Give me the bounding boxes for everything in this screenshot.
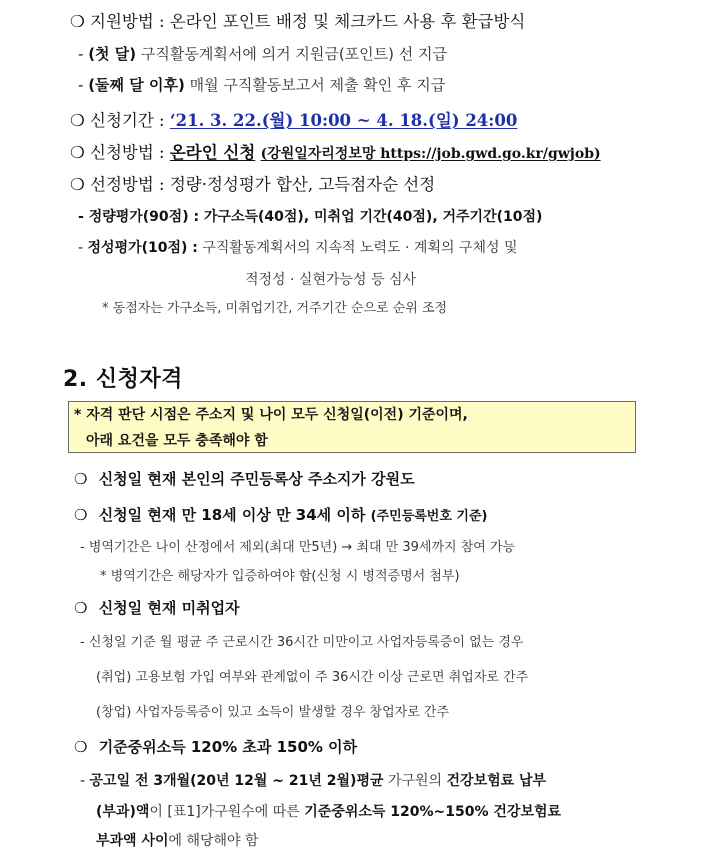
income-mid-3: 에 해당해야 함 [168, 833, 259, 849]
circle-bullet-icon: ❍ [70, 175, 85, 194]
qual-eval-cont: 적정성 · 실현가능성 등 심사 [245, 272, 417, 288]
dash-bullet: - [80, 540, 85, 555]
quant-eval-line [78, 210, 542, 224]
income-premium-1: 건강보험료 납부 [446, 773, 547, 789]
income-line-3 [96, 834, 259, 848]
online-apply-text: 온라인 신청 [169, 143, 256, 162]
first-month-text: 구직활동계획서에 의거 지원금(포인트) 선 지급 [140, 45, 447, 63]
note-line-2: 아래 요건을 모두 충족해야 함 [86, 433, 268, 449]
criterion-unemployed-text: 신청일 현재 미취업자 [98, 599, 240, 617]
circle-bullet-icon: ❍ [74, 599, 88, 617]
income-premium-2: (부과)액 [96, 804, 150, 820]
selection-line [70, 177, 435, 194]
dash-bullet: - [78, 76, 84, 94]
first-month-line [78, 47, 447, 62]
qual-eval-line [78, 241, 518, 255]
startup-def: (창업) 사업자등록증이 있고 소득이 발생할 경우 창업자로 간주 [96, 705, 450, 720]
selection-text: 선정방법 : 정량·정성평가 합산, 고득점자순 선정 [90, 175, 436, 194]
tie-note: * 동점자는 가구소득, 미취업기간, 거주기간 순으로 순위 조정 [102, 301, 448, 316]
dash-bullet: - [78, 45, 84, 63]
apply-site-link[interactable]: (강원일자리정보망 https://job.gwd.go.kr/gwjob) [260, 146, 601, 162]
criterion-unemployed [74, 601, 240, 616]
income-line-2 [96, 805, 561, 819]
second-month-line [78, 78, 445, 93]
qual-eval-text: 구직활동계획서의 지속적 노력도 · 계획의 구체성 및 [202, 240, 518, 256]
income-mid-1: 가구원의 [387, 773, 443, 789]
period-label: 신청기간 : [90, 111, 165, 130]
section-heading: 2. 신청자격 [63, 367, 183, 392]
note-line-1: * 자격 판단 시점은 주소지 및 나이 모두 신청일(이전) 기준이며, [74, 407, 468, 423]
military-line [80, 541, 515, 554]
quant-eval-text: 정량평가(90점) : 가구소득(40점), 미취업 기간(40점), 거주기간(10점) [88, 209, 543, 225]
criterion-age-text: 신청일 현재 만 18세 이상 만 34세 이하 [98, 506, 366, 524]
dash-bullet: - [78, 209, 84, 225]
criterion-address [74, 472, 415, 487]
circle-bullet-icon: ❍ [70, 111, 85, 130]
apply-method-line [70, 145, 601, 162]
income-mid-2: 이 [표1]가구원수에 따른 [149, 804, 300, 820]
qual-eval-label: 정성평가(10점) : [87, 240, 198, 256]
employed-def: (취업) 고용보험 가입 여부와 관계없이 주 36시간 이상 근로면 취업자로 간주 [96, 670, 529, 685]
circle-bullet-icon: ❍ [70, 143, 85, 162]
circle-bullet-icon: ❍ [74, 470, 88, 488]
criterion-address-text: 신청일 현재 본인의 주민등록상 주소지가 강원도 [98, 470, 415, 488]
criterion-income-text: 기준중위소득 120% 초과 150% 이하 [98, 738, 358, 756]
period-line [70, 113, 517, 130]
second-month-label: (둘째 달 이후) [88, 76, 185, 94]
second-month-text: 매월 구직활동보고서 제출 확인 후 지급 [189, 76, 446, 94]
support-method-text: 지원방법 : 온라인 포인트 배정 및 체크카드 사용 후 환급방식 [90, 12, 526, 31]
criterion-age [74, 508, 487, 523]
circle-bullet-icon: ❍ [70, 12, 85, 31]
unemployed-def-line [80, 636, 523, 649]
first-month-label: (첫 달) [88, 45, 137, 63]
period-value: ‘21. 3. 22.(월) 10:00 ~ 4. 18.(일) 24:00 [169, 111, 518, 130]
dash-bullet: - [78, 240, 84, 256]
unemployed-def-text: 신청일 기준 월 평균 주 근로시간 36시간 미만이고 사업자등록증이 없는 경우 [88, 635, 524, 650]
income-premium-3: 부과액 사이 [96, 833, 169, 849]
method-line [70, 14, 525, 31]
dash-bullet: - [80, 635, 85, 650]
circle-bullet-icon: ❍ [74, 506, 88, 524]
dash-bullet: - [80, 773, 86, 789]
military-text: 병역기간은 나이 산정에서 제외(최대 만5년) → 최대 만 39세까지 참여 가능 [88, 540, 516, 555]
income-line-1 [80, 774, 546, 788]
income-period: 공고일 전 3개월(20년 12월 ~ 21년 2월)평균 [89, 773, 384, 789]
income-range: 기준중위소득 120%~150% 건강보험료 [304, 804, 562, 820]
criterion-age-basis: (주민등록번호 기준) [370, 509, 488, 524]
criterion-income [74, 740, 357, 755]
circle-bullet-icon: ❍ [74, 738, 88, 756]
apply-method-label: 신청방법 : [90, 143, 165, 162]
military-note: * 병역기간은 해당자가 입증하여야 함(신청 시 병적증명서 첨부) [100, 569, 460, 584]
